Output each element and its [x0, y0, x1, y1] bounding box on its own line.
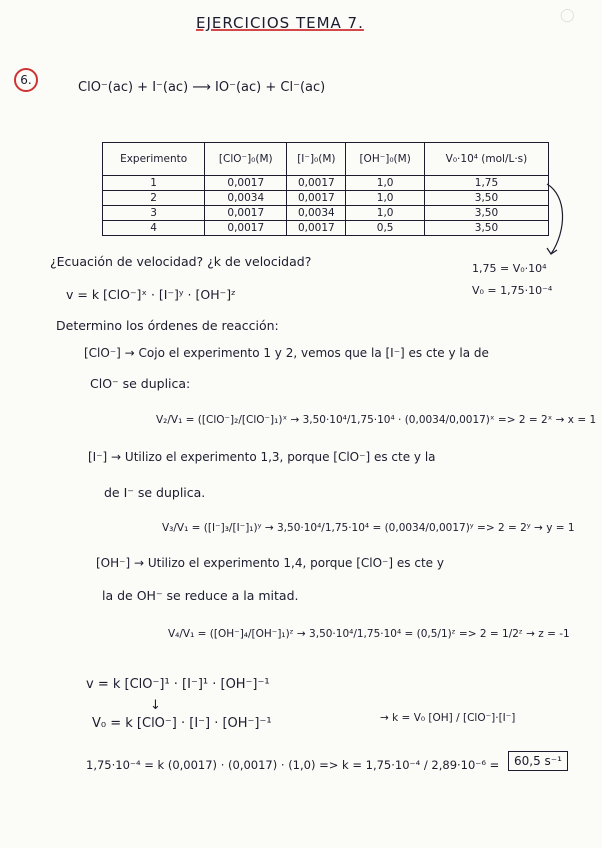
rate-law-final: v = k [ClO⁻]¹ · [I⁻]¹ · [OH⁻]⁻¹: [86, 677, 270, 692]
bleed-through-mark: ◯: [560, 8, 575, 23]
table-cell: 0,0034: [205, 191, 287, 206]
table-cell: 0,0017: [205, 221, 287, 236]
orders-intro: Determino los órdenes de reacción:: [56, 318, 279, 333]
table-header-row: [103, 143, 549, 176]
table-cell: 1,0: [346, 176, 425, 191]
side-note-2: V₀ = 1,75·10⁻⁴: [472, 284, 553, 297]
table-cell: 3,50: [424, 206, 548, 221]
clo-equation: V₂/V₁ = ([ClO⁻]₂/[ClO⁻]₁)ˣ → 3,50·10⁴/1,75·10⁴ · (0,0034/0,0017)ˣ => 2 = 2ˣ → x = 1: [156, 414, 597, 426]
table-row: [103, 176, 549, 191]
table-cell: 1,0: [346, 191, 425, 206]
answer-box: [508, 754, 568, 768]
reaction-equation: ClO⁻(ac) + I⁻(ac) ⟶ IO⁻(ac) + Cl⁻(ac): [78, 80, 326, 95]
table-row: [103, 191, 549, 206]
table-cell: 1,0: [346, 206, 425, 221]
column-header: [OH⁻]₀(M): [346, 143, 425, 176]
column-header: [ClO⁻]₀(M): [205, 143, 287, 176]
table-cell: 4: [103, 221, 205, 236]
column-header: Experimento: [103, 143, 205, 176]
oh-equation: V₄/V₁ = ([OH⁻]₄/[OH⁻]₁)ᶻ → 3,50·10⁴/1,75·10⁴ = (0,5/1)ᶻ => 2 = 1/2ᶻ → z = -1: [168, 628, 570, 640]
experiment-table: [102, 142, 549, 236]
table-cell: 1,75: [424, 176, 548, 191]
table-cell: 3: [103, 206, 205, 221]
table-row: [103, 206, 549, 221]
down-arrow-icon: ↓: [150, 698, 161, 713]
table-cell: 3,50: [424, 191, 548, 206]
table-cell: 2: [103, 191, 205, 206]
table-cell: 0,0017: [287, 221, 346, 236]
oh-explanation-2: la de OH⁻ se reduce a la mitad.: [102, 588, 299, 603]
v0-expression: V₀ = k [ClO⁻] · [I⁻] · [OH⁻]⁻¹: [92, 716, 272, 731]
i-explanation-1: [I⁻] → Utilizo el experimento 1,3, porque [ClO⁻] es cte y la: [88, 450, 436, 464]
table-cell: 0,0017: [205, 176, 287, 191]
table-cell: 0,0017: [287, 191, 346, 206]
clo-explanation-1: [ClO⁻] → Cojo el experimento 1 y 2, vemos que la [I⁻] es cte y la de: [84, 346, 489, 360]
clo-explanation-2: ClO⁻ se duplica:: [90, 376, 191, 391]
column-header: V₀·10⁴ (mol/L·s): [424, 143, 548, 176]
table-cell: 0,0017: [205, 206, 287, 221]
final-calculation: 1,75·10⁻⁴ = k (0,0017) · (0,0017) · (1,0) => k = 1,75·10⁻⁴ / 2,89·10⁻⁶ =: [86, 758, 500, 772]
table-cell: 0,0034: [287, 206, 346, 221]
k-expression: → k = V₀ [OH] / [ClO⁻]·[I⁻]: [380, 712, 516, 724]
table-cell: 0,5: [346, 221, 425, 236]
rate-law-general: v = k [ClO⁻]ˣ · [I⁻]ʸ · [OH⁻]ᶻ: [66, 287, 236, 302]
curved-arrow-icon: [545, 182, 575, 262]
answer-value: 60,5 s⁻¹: [508, 751, 568, 771]
table-cell: 0,0017: [287, 176, 346, 191]
table-row: [103, 221, 549, 236]
question-text: ¿Ecuación de velocidad? ¿k de velocidad?: [50, 254, 312, 269]
exercise-number: 6.: [14, 68, 38, 92]
table-cell: 3,50: [424, 221, 548, 236]
table-cell: 1: [103, 176, 205, 191]
side-note-1: 1,75 = V₀·10⁴: [472, 262, 547, 275]
oh-explanation-1: [OH⁻] → Utilizo el experimento 1,4, porque [ClO⁻] es cte y: [96, 556, 444, 570]
i-equation: V₃/V₁ = ([I⁻]₃/[I⁻]₁)ʸ → 3,50·10⁴/1,75·10⁴ = (0,0034/0,0017)ʸ => 2 = 2ʸ → y = 1: [162, 522, 575, 534]
i-explanation-2: de I⁻ se duplica.: [104, 485, 206, 500]
column-header: [I⁻]₀(M): [287, 143, 346, 176]
page-title: EJERCICIOS TEMA 7.: [196, 14, 364, 32]
